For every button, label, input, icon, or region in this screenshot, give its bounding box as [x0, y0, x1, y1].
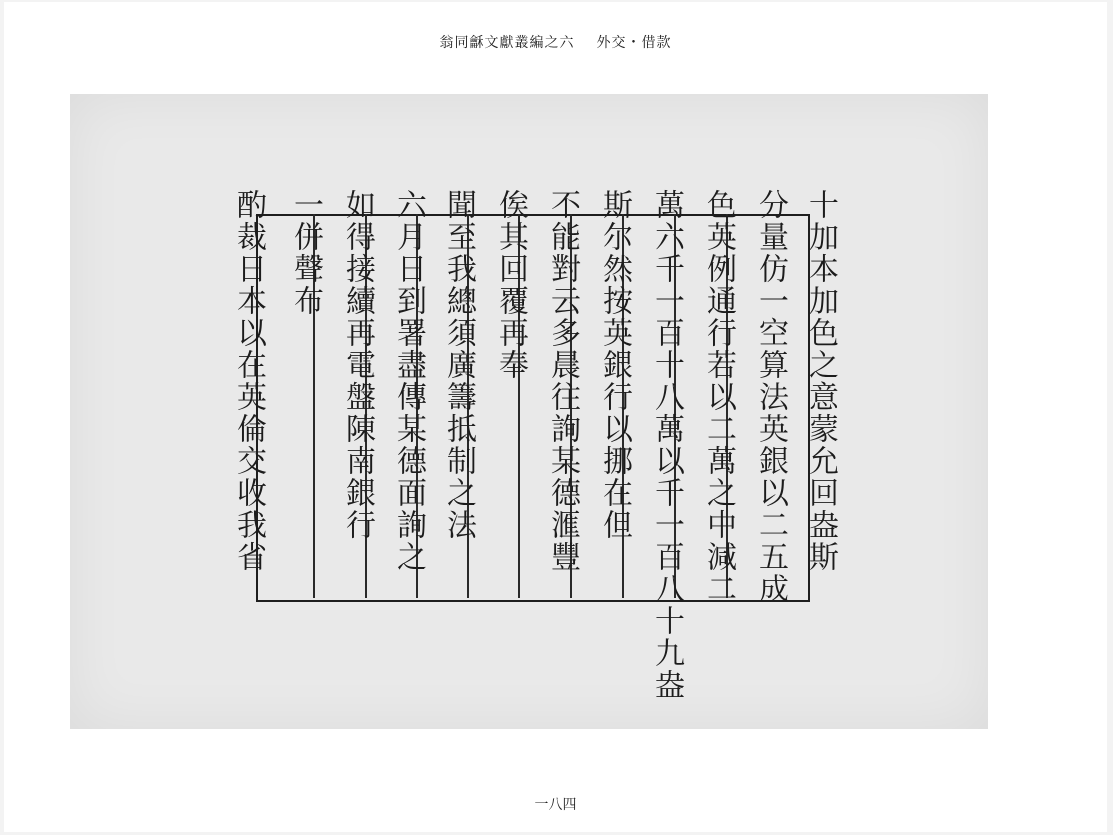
letter-column-9: 六月日到署盡傳某德面詢之: [391, 189, 426, 573]
letter-column-2: 分量仿一空算法英銀以二五成: [753, 189, 788, 605]
section-title: 外交・借款: [596, 35, 672, 51]
handwritten-letter: [70, 94, 988, 729]
letter-column-3: 色英例通行若以二萬之中減二: [701, 189, 736, 605]
letter-column-12: 酌裁日本以在英倫交收我省: [231, 189, 266, 573]
letter-column-4: 萬六千一百十八萬以千一百八十九盎: [649, 189, 684, 701]
running-header: [4, 32, 1107, 52]
letter-column-1: 十加本加色之意蒙允回盎斯: [803, 189, 838, 573]
letter-column-7: 俟其回覆再奉: [493, 189, 528, 381]
letter-column-8: 聞至我總須廣籌抵制之法: [441, 189, 476, 541]
page-number: 一八四: [534, 797, 577, 813]
document-page: [4, 2, 1107, 832]
letter-column-10: 如得接續再電盤陳南銀行: [340, 189, 375, 541]
letter-column-11: 一併聲布: [288, 189, 323, 317]
collection-title: 翁同龢文獻叢編之六: [439, 35, 575, 51]
manuscript-photo: [70, 94, 988, 729]
letter-column-6: 不能對云多晨往詢某德滙豐: [545, 189, 580, 573]
letter-column-5: 斯尔然按英銀行以挪在但: [597, 189, 632, 541]
